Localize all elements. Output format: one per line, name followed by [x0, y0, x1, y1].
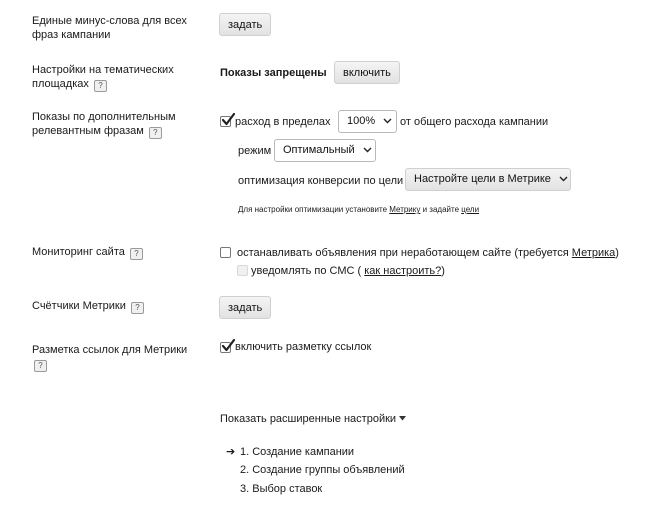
sms-notify-checkbox[interactable]	[237, 265, 248, 276]
note-prefix: Для настройки оптимизации установите	[238, 205, 388, 214]
current-step-arrow-icon: ➔	[226, 446, 236, 458]
budget-prefix-text: расход в пределах	[235, 116, 331, 128]
goals-link[interactable]: цели	[461, 205, 480, 214]
step-3: 3. Выбор ставок	[240, 483, 323, 495]
extra-phrases-checkbox[interactable]	[220, 116, 231, 127]
monitoring-label	[32, 245, 192, 260]
chevron-down-icon	[559, 176, 568, 182]
chevron-down-icon	[383, 118, 392, 124]
how-to-setup-link[interactable]: как настроить?	[364, 265, 442, 277]
utm-label-text: Разметка ссылок для Метрики	[32, 344, 188, 356]
thematic-sites-label-text: Настройки на тематических площадках	[32, 64, 174, 90]
help-icon[interactable]: ?	[149, 127, 162, 139]
negative-keywords-set-button[interactable]: задать	[219, 13, 271, 36]
utm-checkbox[interactable]	[220, 342, 231, 353]
counters-label-text: Счётчики Метрики	[32, 300, 126, 312]
monitoring-stop-close: )	[615, 247, 619, 259]
budget-select-value: 100%	[347, 115, 376, 127]
advanced-settings-label: Показать расширенные настройки	[220, 413, 397, 425]
conversion-goal-select[interactable]	[405, 168, 571, 191]
conversion-goal-value: Настройте цели в Метрике	[414, 173, 551, 185]
sms-notify-label: уведомлять по СМС (	[251, 265, 362, 277]
optimization-note	[238, 203, 479, 217]
monitoring-stop-text	[237, 246, 619, 260]
metrika-required-link[interactable]: Метрика	[571, 247, 616, 259]
mode-select[interactable]	[274, 139, 376, 162]
metrika-link[interactable]: Метрику	[389, 205, 421, 214]
checkmark-icon	[220, 338, 236, 354]
mode-select-value: Оптимальный	[283, 144, 355, 156]
note-middle: и задайте	[422, 205, 460, 214]
mode-label: режим	[238, 145, 272, 157]
sms-notify-close: )	[441, 265, 445, 277]
conversion-label: оптимизация конверсии по цели	[238, 175, 404, 187]
negative-keywords-label	[32, 14, 192, 42]
extra-phrases-label-text: Показы по дополнительным релевантным фразам	[32, 111, 176, 137]
thematic-sites-status: Показы запрещены	[220, 67, 327, 79]
budget-suffix-text: от общего расхода кампании	[400, 116, 549, 128]
step-1: 1. Создание кампании	[240, 446, 355, 458]
utm-checkbox-label: включить разметку ссылок	[235, 341, 372, 353]
chevron-down-icon	[363, 147, 372, 153]
caret-down-icon	[399, 416, 406, 421]
help-icon[interactable]: ?	[131, 302, 144, 314]
counters-set-button[interactable]: задать	[219, 296, 271, 319]
utm-label	[32, 343, 192, 372]
thematic-sites-label	[32, 63, 192, 92]
monitoring-stop-checkbox[interactable]	[220, 247, 231, 258]
help-icon[interactable]: ?	[94, 80, 107, 92]
budget-select[interactable]	[338, 110, 397, 133]
monitoring-label-text: Мониторинг сайта	[32, 246, 125, 258]
step-2: 2. Создание группы объявлений	[240, 464, 405, 476]
advanced-settings-toggle[interactable]	[220, 412, 406, 426]
help-icon[interactable]: ?	[34, 360, 47, 372]
extra-phrases-label	[32, 110, 192, 139]
help-icon[interactable]: ?	[130, 248, 143, 260]
negative-keywords-label-text: Единые минус-слова для всех фраз кампании	[32, 15, 187, 41]
sms-notify-text	[251, 264, 445, 278]
thematic-sites-enable-button[interactable]: включить	[334, 61, 400, 84]
monitoring-stop-label: останавливать объявления при неработающем сайте (требуется	[237, 247, 569, 259]
checkmark-icon	[220, 112, 236, 128]
counters-label	[32, 299, 192, 314]
